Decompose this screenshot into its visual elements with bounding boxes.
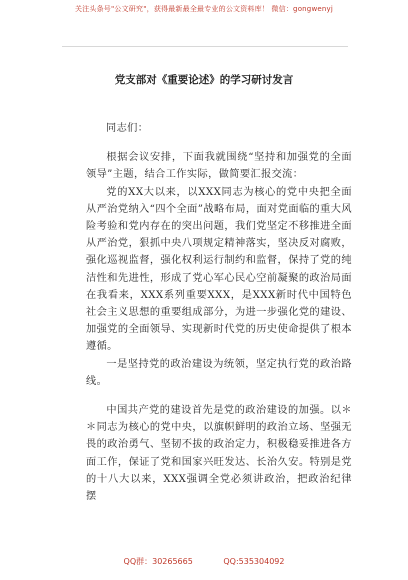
document-body	[86, 120, 352, 505]
promo-footer	[0, 556, 408, 567]
paragraph-point-one: 一是坚持党的政治建设为统领，坚定执行党的政治路线。	[86, 358, 352, 387]
qq-contact-text: QQ:535304092	[223, 557, 285, 566]
paragraph-political-building: 中国共产党的建设首先是党的政治建设的加强。以＊＊同志为核心的党中央，以旗帜鲜明的政治立场、坚强无畏的政治勇气、坚韧不拔的政治定力，积极稳妥推进各方面工作，保证了党和国家兴旺发达、长治久安。特别是党的十八大以来，XXX强调全党必须讲政治，把政治纪律摆	[86, 405, 352, 503]
qq-group-text: QQ群：30265665	[123, 557, 193, 566]
greeting: 同志们：	[106, 123, 149, 134]
header-divider	[62, 46, 348, 47]
paragraph-main: 党的XX大以来，以XXX同志为核心的党中央把全面从严治党纳入“四个全面”战略布局，面对党面临的重大风险考验和党内存在的突出问题，我们党坚定不移推进全面从严治党，狠抓中央八项规定精神落实，坚决反对腐败，强化巡视监督，强化权利运行制约和监督，保持了党的纯洁性和先进性，形成了党心军心民心空前凝聚的政治局面在我看来，XXX系列重要XXX，是XXX新时代中国特色社会主义思想的重要组成部分，为进一步强化党的建设、加强党的全面领导、实现新时代党的历史使命提供了根本遵循。	[86, 186, 352, 353]
document-title: 党支部对《重要论述》的学习研讨发言	[114, 74, 294, 86]
paragraph-intro: 根据会议安排，下面我就围绕“坚持和加强党的全面领导”主题，结合工作实际，做简要汇报交流：	[86, 152, 352, 181]
promo-header-text: 关注头条号"公文研究"，获得最新最全最专业的公文资料库！ 微信：gongwenyj	[74, 5, 334, 13]
